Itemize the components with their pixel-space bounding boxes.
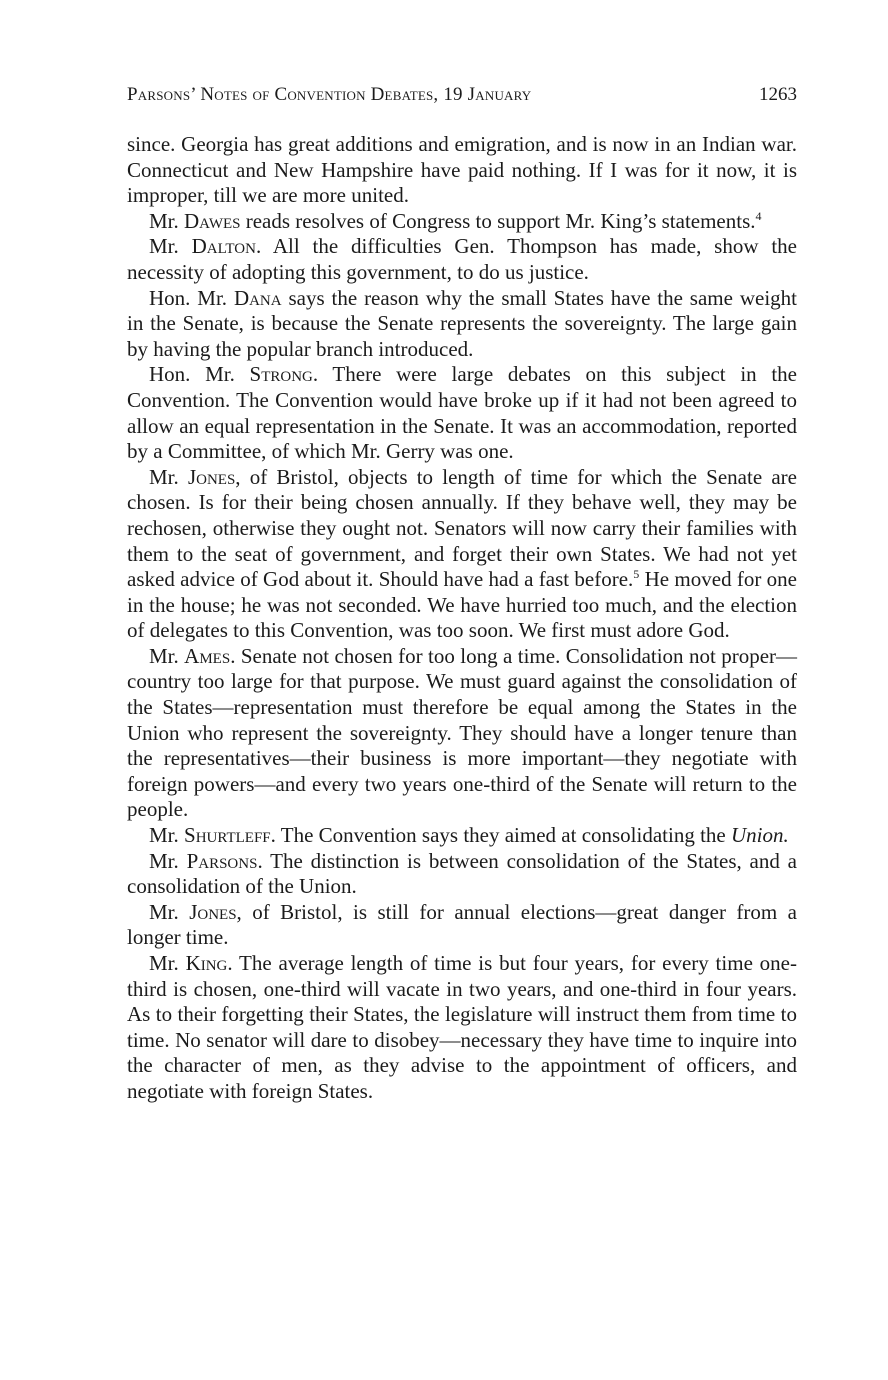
- speaker-name: Ames: [184, 643, 231, 668]
- paragraph-parsons: [127, 849, 797, 900]
- speaker-name: Dana: [233, 285, 282, 310]
- paragraph-continuation: [127, 132, 797, 209]
- paragraph-shurtleff: [127, 823, 797, 849]
- paragraph-dana: [127, 286, 797, 363]
- speaker-name: Parsons: [186, 848, 258, 873]
- paragraph-text-continued: He moved for one in the house; he was not seconded. We have hurried too much, and the election of delegates to this Convention, was too soon. We first must adore God.: [127, 567, 797, 643]
- paragraph-text: reads resolves of Congress to support Mr. King’s statements.: [240, 208, 756, 233]
- speaker-prefix: Mr.: [149, 951, 186, 975]
- page-number: 1263: [759, 84, 797, 105]
- speaker-name: King: [185, 951, 228, 975]
- paragraph-dawes: [127, 209, 797, 235]
- speaker-name: Dawes: [184, 208, 241, 233]
- paragraph-text: . Senate not chosen for too long a time. Consolidation not proper—country too large for that purpose. We must guard against the consolidation of the States—representation must therefore be equal among the States in the Union who represent the sovereignty. They should have a longer tenure than the representatives—their business is more important—they negotiate with foreign powers—and every two years one-third of the Senate will return to the people.: [127, 643, 798, 822]
- paragraph-king: [127, 951, 797, 1105]
- page-header: [127, 84, 797, 112]
- speaker-name: Strong: [249, 362, 313, 387]
- paragraph-jones-2: [127, 900, 797, 951]
- running-title: Parsons’ Notes of Convention Debates, 19 January: [127, 84, 532, 105]
- paragraph-text: . The average length of time is but four years, for every time one-third is chosen, one-third will vacate in two years, and one-third in four years. As to their forgetting their States, the legislature will instruct them from time to time. No senator will dare to disobey—necessary they have time to inquire into the character of men, as they advise to the appointment of officers, and negotiate with foreign States.: [127, 951, 797, 1103]
- paragraph-text: since. Georgia has great additions and emigration, and is now in an Indian war. Connecticut and New Hampshire have paid nothing. If I was for it now, it is improper, till we are more united.: [127, 132, 797, 208]
- speaker-prefix: Mr.: [149, 208, 185, 233]
- speaker-prefix: Mr.: [149, 899, 190, 924]
- speaker-prefix: Mr.: [149, 234, 192, 259]
- body-text: [127, 132, 797, 1105]
- footnote-marker: 5: [633, 567, 640, 582]
- paragraph-strong: [127, 362, 797, 464]
- paragraph-jones-1: [127, 465, 797, 644]
- speaker-prefix: Mr.: [149, 643, 185, 668]
- paragraph-dalton: [127, 234, 797, 285]
- paragraph-text: . The Convention says they aimed at consolidating the: [270, 823, 731, 848]
- speaker-prefix: Mr.: [149, 464, 188, 489]
- speaker-name: Jones: [187, 464, 236, 489]
- paragraph-text: . The distinction is between consolidation of the States, and a consolidation of the Union.: [127, 848, 797, 899]
- speaker-prefix: Mr.: [149, 848, 187, 873]
- footnote-marker: 4: [755, 208, 762, 223]
- speaker-prefix: Hon. Mr.: [149, 285, 234, 310]
- italic-text: Union.: [731, 823, 789, 848]
- paragraph-text: , of Bristol, objects to length of time for which the Senate are chosen. Is for their being chosen annually. If they behave well, they may be rechosen, otherwise they ought not. Senators will now carry their families with them to the seat of government, and forget their own States. We had not yet asked advice of God about it. Should have had a fast before.: [127, 464, 797, 592]
- paragraph-text: says the reason why the small States have the same weight in the Senate, is because the Senate represents the sovereignty. The large gain by having the popular branch introduced.: [127, 285, 797, 361]
- paragraph-ames: [127, 644, 797, 823]
- paragraph-text: . There were large debates on this subject in the Convention. The Convention would have broke up if it had not been agreed to allow an equal representation in the Senate. It was an accommodation, reported by a Committee, of which Mr. Gerry was one.: [127, 362, 797, 464]
- speaker-prefix: Mr.: [149, 823, 185, 848]
- paragraph-text: , of Bristol, is still for annual elections—great danger from a longer time.: [127, 899, 797, 950]
- speaker-name: Dalton: [191, 234, 256, 259]
- speaker-prefix: Hon. Mr.: [149, 362, 250, 387]
- speaker-name: Shurtleff: [184, 823, 271, 848]
- speaker-name: Jones: [189, 899, 237, 924]
- paragraph-text: . All the difficulties Gen. Thompson has made, show the necessity of adopting this government, to do us justice.: [127, 234, 797, 284]
